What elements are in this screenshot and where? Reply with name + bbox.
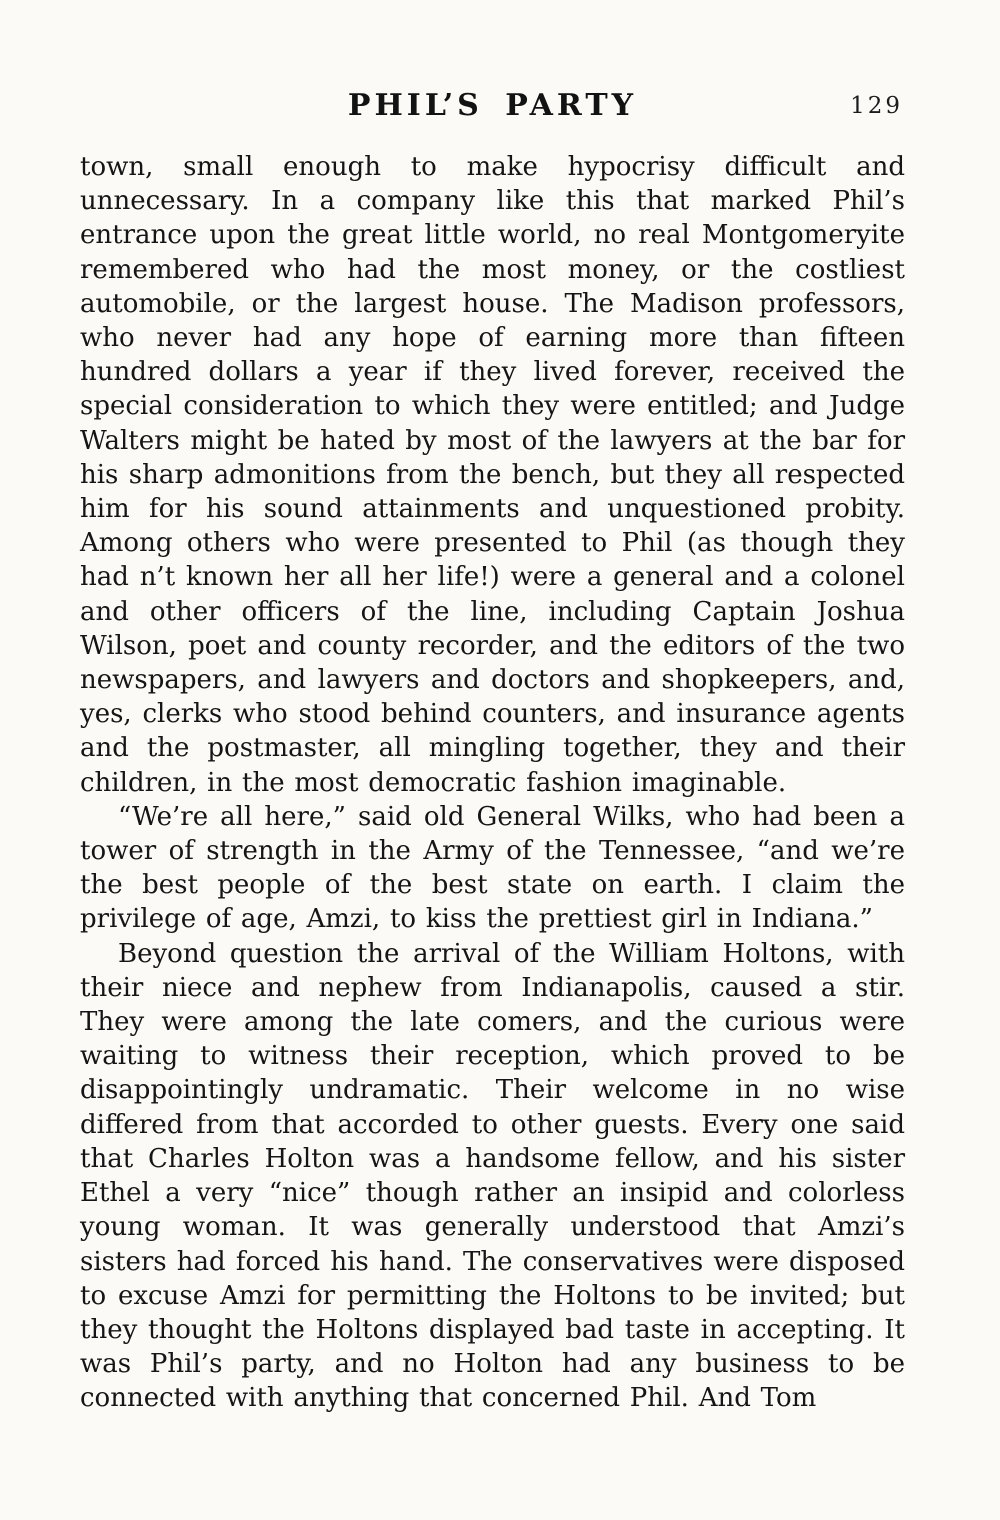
body-paragraph: Beyond question the arrival of the William Holtons, with their niece and nephew from Indianapolis, caused a stir. They were among the late comers, and the curious were waiting to witness their reception, which proved to be disappointingly undramatic. Their welcome in no wise differed from that accorded to other guests. Every one said that Charles Holton was a handsome fellow, and his sister Ethel a very “nice” though rather an insipid and colorless young woman. It was generally understood that Amzi’s sisters had forced his hand. The conservatives were disposed to excuse Amzi for permitting the Holtons to be invited; but they thought the Holtons displayed bad taste in accepting. It was Phil’s party, and no Holton had any business to be connected with anything that concerned Phil. And Tom [80,938,905,1414]
body-paragraph: “We’re all here,” said old General Wilks, who had been a tower of strength in the Army of the Tennessee, “and we’re the best people of the best state on earth. I claim the privilege of age, Amzi, to kiss the prettiest girl in Indiana.” [80,801,905,935]
page-header [80,88,905,132]
running-title: PHIL’S PARTY [347,88,638,123]
body-paragraph: town, small enough to make hypocrisy difficult and unnecessary. In a company like this that marked Phil’s entrance upon the great little world, no real Montgomeryite remembered who had the most money, or the costliest automobile, or the largest house. The Madison professors, who never had any hope of earning more than fifteen hundred dollars a year if they lived forever, received the special consideration to which they were entitled; and Judge Walters might be hated by most of the lawyers at the bar for his sharp admonitions from the bench, but they all respected him for his sound attainments and unquestioned probity. Among others who were presented to Phil (as though they had n’t known her all her life!) were a general and a colonel and other officers of the line, including Captain Joshua Wilson, poet and county recorder, and the editors of the two newspapers, and lawyers and doctors and shopkeepers, and, yes, clerks who stood behind counters, and insurance agents and the postmaster, all mingling together, they and their children, in the most democratic fashion imaginable. [80,152,905,798]
page-number: 129 [850,93,903,119]
page-body [80,150,905,1416]
